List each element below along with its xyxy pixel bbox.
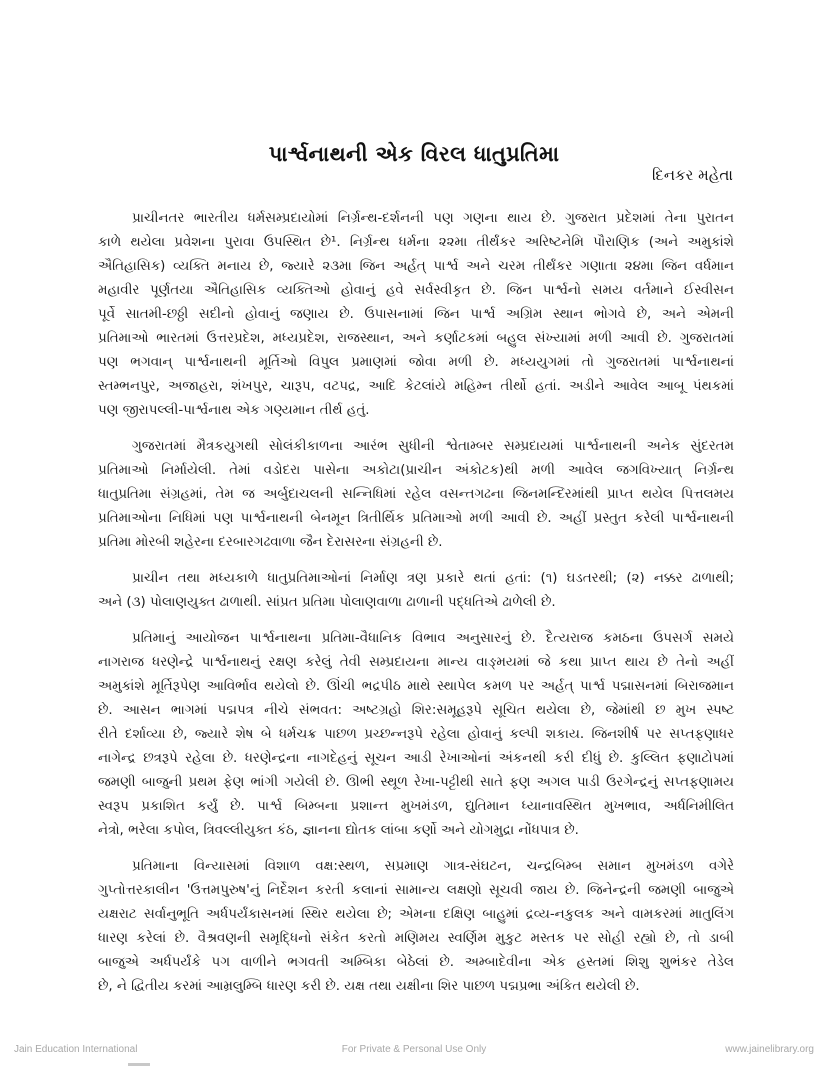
- text-line: બાજુએ અર્ધપર્યંકે પગ વાળીને ભગવતી અમ્બિકા બેઠેલાં છે. અમ્બાદેવીના એક હસ્તમાં શિશુ શુભંકર તેડેલ: [98, 955, 734, 970]
- footer-publisher: Jain Education International: [14, 1044, 138, 1055]
- text-line: યક્ષરાટ સર્વાનુભૂતિ અર્ધપર્યંકાસનમાં સ્થિર થયેલા છે; એમના દક્ષિણ બાહુમાં દ્રવ્ય-નકુલક અને વામકરમાં માતુલિંગ: [98, 907, 734, 922]
- paragraph-2: [98, 435, 734, 555]
- footer-usage-notice: For Private & Personal Use Only: [341, 1044, 487, 1055]
- text-line: પ્રતિમાઓ ભારતમાં ઉત્તરપ્રદેશ, મધ્યપ્રદેશ, રાજસ્થાન, અને કર્ણાટકમાં બહુલ સંખ્યામાં મળી આવી છે. ગુજરાતમાં: [98, 331, 734, 346]
- text-line: પ્રતિમાઓના નિધિમાં પણ પાર્શ્વનાથની બેનમૂન ત્રિતીર્થિક પ્રતિમાઓ મળી આવી છે. અહીં પ્રસ્તુત કરેલી પાર્શ્વનાથની: [98, 511, 734, 526]
- text-line: છે. આસન ભાગમાં પદ્મપત્ર નીચે સંભવત: અષ્ટગ્રહો શિર:સમૂહરૂપે સૂચિત થયેલા છે, જેમાંથી છ મુખ સ્પષ્ટ: [98, 703, 734, 718]
- text-line: સ્વરૂપ પ્રકાશિત કર્યું છે. પાર્શ્વ બિમ્બના પ્રશાન્ત મુખમંડળ, દ્યુતિમાન ધ્યાનાવસ્થિત મુખભાવ, અર્ધનિમીલિત: [98, 799, 734, 814]
- text-line: પ્રતિમાનું આયોજન પાર્શ્વનાથના પ્રતિમા-વૈધાનિક વિભાવ અનુસારનું છે. દૈત્યરાજ કમઠના ઉપસર્ગ સમયે: [132, 631, 734, 646]
- text-line: અને (૩) પોલાણયુક્ત ઢાળાથી. સાંપ્રત પ્રતિમા પોલાણવાળા ઢાળાની પદ્ધતિએ ઢાળેલી છે.: [98, 595, 556, 610]
- page-title: પાર્શ્વનાથની એક વિરલ ધાતુપ્રતિમા: [268, 142, 560, 167]
- text-line: પ્રાચીન તથા મધ્યકાળે ધાતુપ્રતિમાઓનાં નિર્માણ ત્રણ પ્રકારે થતાં હતાં: (૧) ઘડતરથી; (૨) નક્કર ઢાળાથી;: [132, 571, 734, 586]
- text-line: પ્રાચીનતર ભારતીય ધર્મસમ્પ્રદાયોમાં નિર્ગ્રન્થ-દર્શનની પણ ગણના થાય છે. ગુજરાત પ્રદેશમાં તેના પુરાતન: [132, 211, 734, 226]
- author-name: દિનકર મહેતા: [652, 166, 733, 184]
- text-line: પ્રતિમા મોરબી શહેરના દરબારગઢવાળા જૈન દેરાસરના સંગ્રહની છે.: [98, 535, 443, 550]
- text-line: નાગેન્દ્ર છત્રરૂપે રહેલા છે. ધરણેન્દ્રના નાગદેહનું સૂચન આડી રેખાઓનાં અંકનથી કરી દીધું છે. કુલ્લિત ફણાટોપમાં: [98, 751, 734, 766]
- text-line: રીતે દર્શાવ્યા છે, જ્યારે શેષ બે ધર્મચક્ર પાછળ પ્રચ્છન્નરૂપે રહેલા હોવાનું કલ્પી શકાય. જિનશીર્ષ પર સપ્તફણાધર: [98, 727, 734, 742]
- article-body: [98, 207, 734, 1011]
- text-line: સ્તમ્ભનપુર, અજાહરા, શંખપુર, ચારૂપ, વટપદ્ર, આદિ કેટલાંયે મહિમ્ન તીર્થો હતાં. અડીને આવેલ આબૂ પંથકમાં: [98, 379, 734, 394]
- paragraph-5: [98, 855, 734, 999]
- text-line: ઐતિહાસિક) વ્યક્તિ મનાય છે, જ્યારે ૨૩મા જિન અર્હત્ પાર્શ્વ અને ચરમ તીર્થંકર ગણાતા ૨૪મા જિન વર્ધમાન: [98, 259, 734, 274]
- text-line: પણ ભગવાન્ પાર્શ્વનાથની મૂર્તિઓ વિપુલ પ્રમાણમાં જોવા મળી છે. મધ્યયુગમાં તો ગુજરાતમાં પાર્શ્વનાથનાં: [98, 355, 734, 370]
- page-footer: [0, 1044, 828, 1060]
- text-line: ધારણ કરેલાં છે. વૈશ્રવણની સમૃદ્ધિનો સંકેત કરતો મણિમય સ્વર્ણિમ મુકુટ મસ્તક પર સોહી રહ્યો છે, તો ડાબી: [98, 931, 734, 946]
- text-line: મહાવીર પૂર્ણતયા ઐતિહાસિક વ્યક્તિઓ હોવાનું હવે સર્વસ્વીકૃત છે. જિન પાર્શ્વનો સમય વર્તમાને ઈસ્વીસન: [98, 283, 734, 298]
- text-line: ગુપ્તોત્તરકાલીન 'ઉત્તમપુરુષ'નું નિર્દેશન કરતી કલાનાં સામાન્ય લક્ષણો સૂચવી જાય છે. જિનેન્દ્રની જમણી બાજુએ: [98, 883, 734, 898]
- paragraph-3: [98, 567, 734, 615]
- text-line: પ્રતિમાના વિન્યાસમાં વિશાળ વક્ષ:સ્થળ, સપ્રમાણ ગાત્ર-સંઘટન, ચન્દ્રબિમ્બ સમાન મુખમંડળ વગેરે: [132, 859, 734, 874]
- text-line: ગુજરાતમાં મૈત્રકયુગથી સોલંકીકાળના આરંભ સુધીની શ્વેતામ્બર સમ્પ્રદાયમાં પાર્શ્વનાથની અનેક સુંદરતમ: [132, 439, 734, 454]
- text-line: છે, ને દ્વિતીય કરમાં આમ્રલુમ્બિ ધારણ કરી છે. યક્ષ તથા યક્ષીના શિર પાછળ પદ્મપ્રભા અંકિત થયેલી છે.: [98, 979, 640, 994]
- paragraph-4: [98, 627, 734, 843]
- text-line: ધાતુપ્રતિમા સંગ્રહમાં, તેમ જ અર્બુદાચલની સન્નિધિમાં રહેલ વસન્તગઢના જિનમન્દિરમાંથી પ્રાપ્ત થયેલ પિત્તલમય: [98, 487, 734, 502]
- text-line: પૂર્વે સાતમી-છઠ્ઠી સદીનો હોવાનું જણાય છે. ઉપાસનામાં જિન પાર્શ્વ અગ્રિમ સ્થાન ભોગવે છે, અને એમની: [98, 307, 734, 322]
- scan-artifact: [128, 1063, 150, 1066]
- text-line: પણ જીરાપલ્લી-પાર્શ્વનાથ એક ગણ્યમાન તીર્થ હતું.: [98, 403, 370, 418]
- text-line: કાળે થયેલા પ્રવેશના પુરાવા ઉપસ્થિત છે¹. નિર્ગ્રન્થ ધર્મના ૨૨મા તીર્થંકર અરિષ્ટનેમિ પૌરાણિક (અને અમુકાંશે: [98, 235, 734, 250]
- text-line: પ્રતિમાઓ નિર્માયેલી. તેમાં વડોદરા પાસેના અકોટા(પ્રાચીન અંકોટક)થી મળી આવેલ જગવિખ્યાત્ નિર્ગ્રન્થ: [98, 463, 734, 478]
- footer-website-link[interactable]: www.jainelibrary.org: [725, 1044, 814, 1055]
- text-line: જમણી બાજુની પ્રથમ ફેણ ભાંગી ગયેલી છે. ઊભી સ્થૂળ રેખા-પટ્ટીથી સાતે ફણ અગલ પાડી ઉરગેન્દ્રનું સપ્તફણામય: [98, 775, 734, 790]
- paragraph-1: [98, 207, 734, 423]
- text-line: નેત્રો, ભરેલા કપોલ, ત્રિવલ્લીયુક્ત કંઠ, જ્ઞાનના દ્યોતક લાંબા કર્ણો અને યોગમુદ્રા નોંધપાત્ર છે.: [98, 823, 579, 838]
- text-line: નાગરાજ ધરણેન્દ્રે પાર્શ્વનાથનું રક્ષણ કરેલું તેવી સમ્પ્રદાયના માન્ય વાઙ્મયમાં જે કથા પ્રાપ્ત થાય છે તેનો અહીં: [98, 655, 734, 670]
- text-line: અમુકાંશે મૂર્તિરૂપેણ આવિર્ભાવ થયેલો છે. ઊંચી ભદ્રપીઠ માથે સ્થાપેલ કમળ પર અર્હત્ પાર્શ્વ પદ્માસનમાં બિરાજમાન: [98, 679, 734, 694]
